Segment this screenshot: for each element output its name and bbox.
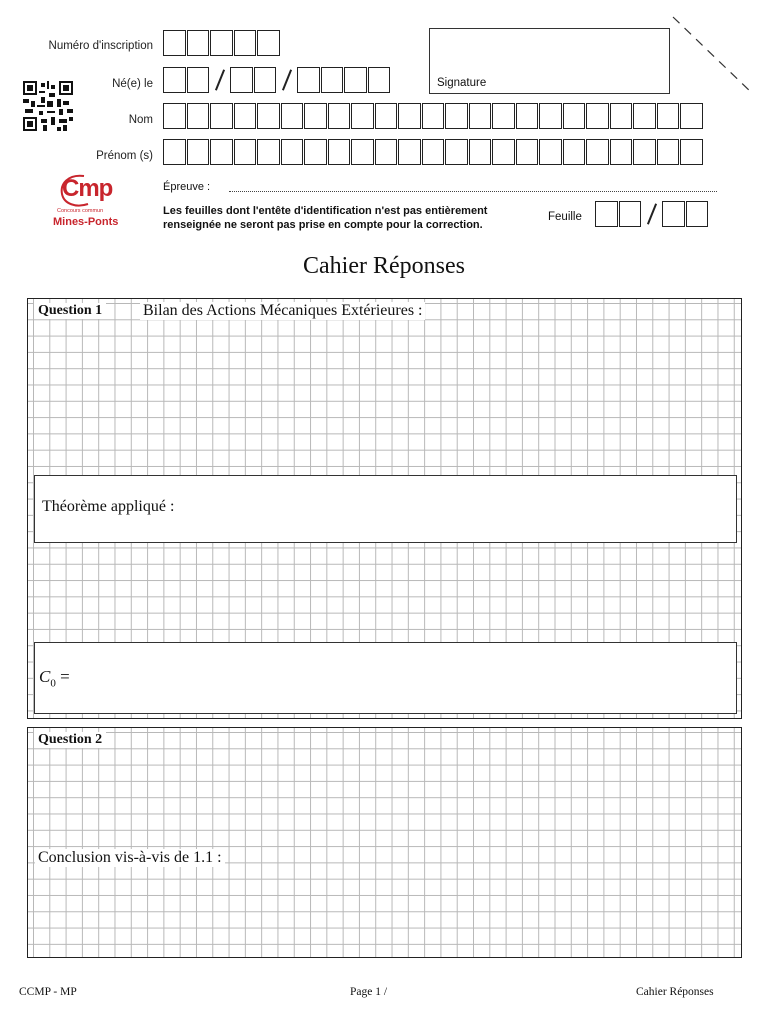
mines-ponts-logo — [50, 170, 130, 236]
identification-notice: Les feuilles dont l'entête d'identification n'est pas entièrement renseignée ne seront pas prise en compte pour la correction. — [163, 205, 488, 231]
c0-subscript: 0 — [50, 677, 56, 690]
input-cell[interactable] — [304, 139, 327, 165]
logo-mark: Cmp — [62, 175, 113, 202]
input-cell[interactable] — [445, 103, 468, 129]
input-cell[interactable] — [187, 67, 210, 93]
input-cell[interactable] — [304, 103, 327, 129]
input-cell[interactable] — [686, 201, 709, 227]
input-cell[interactable] — [516, 103, 539, 129]
input-cell[interactable] — [469, 139, 492, 165]
input-cell[interactable] — [619, 201, 642, 227]
question-2-panel[interactable] — [27, 727, 742, 958]
input-cell[interactable] — [234, 139, 257, 165]
input-cell[interactable] — [187, 139, 210, 165]
theoreme-answer-box[interactable] — [34, 475, 737, 543]
input-cell[interactable] — [375, 139, 398, 165]
footer-left: CCMP - MP — [19, 986, 77, 998]
input-cell[interactable] — [234, 30, 257, 56]
fold-dashed-line — [668, 12, 758, 97]
input-cell[interactable] — [297, 67, 320, 93]
logo-name: Mines-Ponts — [53, 216, 119, 228]
input-cell[interactable] — [234, 103, 257, 129]
input-cell[interactable] — [351, 139, 374, 165]
input-cell[interactable] — [563, 103, 586, 129]
input-cell[interactable] — [633, 103, 656, 129]
numero-inscription-field[interactable] — [163, 30, 281, 56]
input-cell[interactable] — [375, 103, 398, 129]
nom-label: Nom — [128, 114, 153, 126]
input-cell[interactable] — [257, 30, 280, 56]
input-cell[interactable] — [595, 201, 618, 227]
input-cell[interactable] — [163, 30, 186, 56]
input-cell[interactable] — [662, 201, 685, 227]
input-cell[interactable] — [321, 67, 344, 93]
prenom-field[interactable] — [163, 139, 704, 165]
input-cell[interactable] — [281, 103, 304, 129]
input-cell[interactable] — [398, 103, 421, 129]
input-cell[interactable] — [210, 103, 233, 129]
input-cell[interactable] — [254, 67, 277, 93]
input-cell[interactable] — [281, 139, 304, 165]
input-cell[interactable] — [257, 139, 280, 165]
feuille-field[interactable] — [595, 201, 709, 227]
input-cell[interactable] — [680, 139, 703, 165]
input-cell[interactable] — [187, 30, 210, 56]
input-cell[interactable] — [492, 103, 515, 129]
input-cell[interactable] — [680, 103, 703, 129]
slash-separator — [647, 203, 657, 224]
input-cell[interactable] — [657, 103, 680, 129]
input-cell[interactable] — [563, 139, 586, 165]
input-cell[interactable] — [187, 103, 210, 129]
input-cell[interactable] — [344, 67, 367, 93]
input-cell[interactable] — [610, 103, 633, 129]
c0-variable: C — [39, 667, 51, 686]
c0-equals: = — [55, 667, 70, 686]
question-1-text: Bilan des Actions Mécaniques Extérieures : — [140, 302, 425, 320]
epreuve-label: Épreuve : — [163, 181, 211, 193]
input-cell[interactable] — [398, 139, 421, 165]
input-cell[interactable] — [422, 139, 445, 165]
c0-answer-box[interactable] — [34, 642, 737, 714]
date-of-birth-field[interactable] — [163, 67, 391, 93]
input-cell[interactable] — [657, 139, 680, 165]
logo-subtitle: Concours commun — [57, 208, 104, 214]
input-cell[interactable] — [610, 139, 633, 165]
epreuve-dotted-line[interactable] — [229, 191, 717, 192]
prenom-label: Prénom (s) — [96, 150, 153, 162]
input-cell[interactable] — [633, 139, 656, 165]
footer-page: Page 1 / — [350, 986, 388, 998]
date-of-birth-label: Né(e) le — [112, 78, 153, 90]
input-cell[interactable] — [368, 67, 391, 93]
theoreme-label: Théorème appliqué : — [42, 498, 175, 515]
question-2-text: Conclusion vis-à-vis de 1.1 : — [35, 849, 225, 867]
nom-field[interactable] — [163, 103, 704, 129]
input-cell[interactable] — [422, 103, 445, 129]
input-cell[interactable] — [586, 103, 609, 129]
input-cell[interactable] — [445, 139, 468, 165]
feuille-label: Feuille — [548, 211, 582, 223]
input-cell[interactable] — [163, 67, 186, 93]
input-cell[interactable] — [163, 103, 186, 129]
footer-right: Cahier Réponses — [636, 986, 714, 998]
input-cell[interactable] — [539, 103, 562, 129]
signature-label: Signature — [437, 77, 487, 89]
input-cell[interactable] — [163, 139, 186, 165]
input-cell[interactable] — [539, 139, 562, 165]
input-cell[interactable] — [328, 103, 351, 129]
input-cell[interactable] — [586, 139, 609, 165]
numero-inscription-label: Numéro d'inscription — [48, 40, 153, 52]
input-cell[interactable] — [516, 139, 539, 165]
question-1-tag: Question 1 — [34, 303, 106, 319]
c0-equation — [39, 667, 70, 689]
input-cell[interactable] — [210, 139, 233, 165]
input-cell[interactable] — [492, 139, 515, 165]
slash-separator — [282, 69, 292, 90]
input-cell[interactable] — [351, 103, 374, 129]
input-cell[interactable] — [469, 103, 492, 129]
page-title: Cahier Réponses — [303, 253, 465, 279]
input-cell[interactable] — [257, 103, 280, 129]
input-cell[interactable] — [210, 30, 233, 56]
question-2-tag: Question 2 — [34, 732, 106, 748]
slash-separator — [215, 69, 225, 90]
input-cell[interactable] — [230, 67, 253, 93]
input-cell[interactable] — [328, 139, 351, 165]
